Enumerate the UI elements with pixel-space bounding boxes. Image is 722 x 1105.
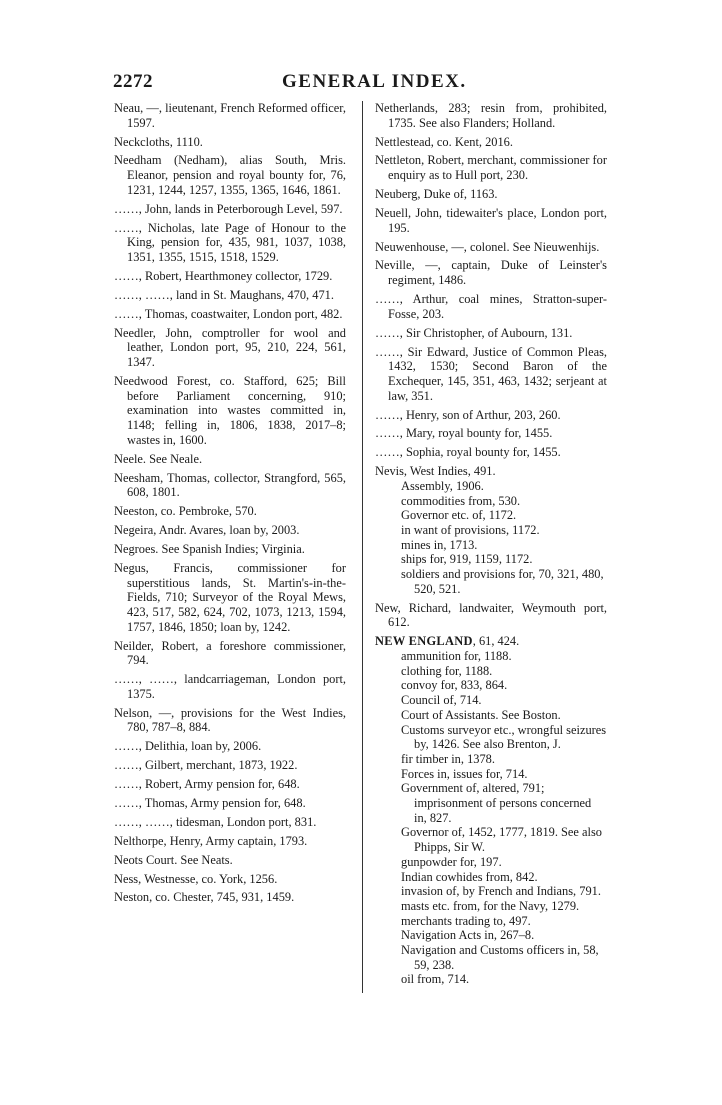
index-subentry: in want of provisions, 1172. bbox=[401, 523, 540, 538]
index-entry: Nettleton, Robert, merchant, commissioner for enquiry as to Hull port, 230. bbox=[375, 153, 607, 183]
index-entry: Needwood Forest, co. Stafford, 625; Bill before Parliament concerning, 910; examination into wastes committed in, 1148; felling in, 1806, 1838, 2017–8; wastes in, 1600. bbox=[114, 373, 346, 447]
new-england-heading-line bbox=[375, 634, 607, 649]
index-entry: Neele. See Neale. bbox=[114, 451, 203, 466]
index-subentry: gunpowder for, 197. bbox=[401, 854, 502, 869]
index-subentry: ships for, 919, 1159, 1172. bbox=[401, 552, 533, 567]
index-subentry: fir timber in, 1378. bbox=[401, 751, 495, 766]
index-entry: New, Richard, landwaiter, Weymouth port, 612. bbox=[375, 600, 607, 630]
index-entry: Neville, —, captain, Duke of Leinster's regiment, 1486. bbox=[375, 258, 607, 288]
index-entry: Needham (Nedham), alias South, Mris. Eleanor, pension and royal bounty for, 76, 1231, 1244, 1257, 1355, 1365, 1646, 1861. bbox=[114, 153, 346, 197]
index-subentry: Customs surveyor etc., wrongful seizures by, 1426. See also Brenton, J. bbox=[401, 722, 607, 752]
index-subentry: Court of Assistants. See Boston. bbox=[401, 707, 561, 722]
index-entry: Netherlands, 283; resin from, prohibited, 1735. See also Flanders; Holland. bbox=[375, 101, 607, 130]
index-subentry: mines in, 1713. bbox=[401, 537, 478, 552]
index-subentry: convoy for, 833, 864. bbox=[401, 678, 508, 693]
index-subentry: soldiers and provisions for, 70, 321, 480, 520, 521. bbox=[401, 567, 604, 596]
index-entry: Neots Court. See Neats. bbox=[114, 852, 233, 867]
index-entry: Neckcloths, 1110. bbox=[114, 134, 203, 149]
index-subentry: Assembly, 1906. bbox=[401, 478, 484, 493]
index-entry: ……, Thomas, coastwaiter, London port, 482. bbox=[114, 306, 343, 321]
index-entry: ……, ……, land in St. Maughans, 470, 471. bbox=[114, 287, 334, 302]
index-subentry: Council of, 714. bbox=[401, 693, 482, 708]
index-entry: Nettlestead, co. Kent, 2016. bbox=[375, 134, 513, 149]
index-entry: ……, Delithia, loan by, 2006. bbox=[114, 739, 262, 754]
index-subentry: Forces in, issues for, 714. bbox=[401, 766, 528, 781]
index-subentry: invasion of, by French and Indians, 791. bbox=[401, 884, 601, 899]
index-entry: Negroes. See Spanish Indies; Virginia. bbox=[114, 541, 305, 556]
index-subentry: oil from, 714. bbox=[401, 972, 470, 987]
index-subentry: Government of, altered, 791; imprisonment of persons concerned in, 827. bbox=[401, 781, 592, 825]
column-divider bbox=[362, 101, 363, 993]
page-number: 2272 bbox=[113, 71, 153, 92]
index-entry: ……, Robert, Army pension for, 648. bbox=[114, 777, 300, 792]
nevis-heading: Nevis, West Indies, 491. bbox=[375, 464, 496, 479]
index-entry: ……, Mary, royal bounty for, 1455. bbox=[375, 426, 553, 441]
index-entry: Neilder, Robert, a foreshore commissioner, 794. bbox=[114, 638, 346, 668]
index-entry: Ness, Westnesse, co. York, 1256. bbox=[114, 871, 278, 886]
index-subentry: merchants trading to, 497. bbox=[401, 913, 531, 928]
new-england-heading-refs: , 61, 424. bbox=[472, 634, 520, 649]
index-entry: ……, John, lands in Peterborough Level, 597. bbox=[114, 201, 343, 216]
index-subentry: Governor of, 1452, 1777, 1819. See also Phipps, Sir W. bbox=[401, 825, 602, 855]
index-entry: Neau, —, lieutenant, French Reformed officer, 1597. bbox=[114, 101, 346, 130]
nevis-entry bbox=[375, 464, 607, 596]
index-entry: ……, Sophia, royal bounty for, 1455. bbox=[375, 445, 561, 460]
index-entry: ……, Nicholas, late Page of Honour to the King, pension for, 435, 981, 1037, 1038, 1351, 1355, 1515, 1518, 1529. bbox=[114, 220, 346, 265]
index-subentry: Indian cowhides from, 842. bbox=[401, 869, 538, 884]
index-entry: ……, Henry, son of Arthur, 203, 260. bbox=[375, 407, 561, 422]
index-entry: Neeston, co. Pembroke, 570. bbox=[114, 504, 257, 519]
index-subentry: masts etc. from, for the Navy, 1279. bbox=[401, 898, 580, 913]
index-entry: ……, Robert, Hearthmoney collector, 1729. bbox=[114, 268, 333, 283]
index-subentry: Governor etc. of, 1172. bbox=[401, 508, 517, 523]
index-entry: ……, Arthur, coal mines, Stratton-super-Fosse, 203. bbox=[375, 292, 607, 321]
right-index-column bbox=[375, 101, 607, 991]
left-index-column bbox=[114, 101, 346, 909]
index-entry: Neston, co. Chester, 745, 931, 1459. bbox=[114, 890, 295, 905]
index-entry: Neuberg, Duke of, 1163. bbox=[375, 187, 498, 202]
index-entry: ……, Thomas, Army pension for, 648. bbox=[114, 795, 306, 810]
index-entry: ……, ……, tidesman, London port, 831. bbox=[114, 814, 317, 829]
index-entry: Neesham, Thomas, collector, Strangford, 565, 608, 1801. bbox=[114, 470, 346, 500]
index-subentry: Navigation and Customs officers in, 58, 59, 238. bbox=[401, 943, 599, 972]
index-entry: Negus, Francis, commissioner for superstitious lands, St. Martin's-in-the-Fields, 710; Surveyor of the Royal Mews, 423, 517, 582, 624, 702, 1073, 1213, 1594, 1757, 1846, 1850; loan by, 1242. bbox=[114, 560, 346, 634]
index-entry: ……, Sir Christopher, of Aubourn, 131. bbox=[375, 325, 573, 340]
index-entry: Neuwenhouse, —, colonel. See Nieuwenhijs. bbox=[375, 239, 600, 254]
index-entry: Nelthorpe, Henry, Army captain, 1793. bbox=[114, 833, 308, 848]
index-subentry: Navigation Acts in, 267–8. bbox=[401, 928, 535, 943]
index-entry: ……, Sir Edward, Justice of Common Pleas, 1432, 1530; Second Baron of the Exchequer, 145, 351, 463, 1432; serjeant at law, 351. bbox=[375, 344, 607, 403]
index-entry: Nelson, —, provisions for the West Indies, 780, 787–8, 884. bbox=[114, 705, 346, 735]
index-subentry: ammunition for, 1188. bbox=[401, 649, 512, 664]
new-england-entry bbox=[375, 634, 607, 987]
index-subentry: commodities from, 530. bbox=[401, 493, 521, 508]
index-entry: Needler, John, comptroller for wool and leather, London port, 95, 210, 224, 561, 1347. bbox=[114, 325, 346, 370]
index-entry: Neuell, John, tidewaiter's place, London port, 195. bbox=[375, 205, 607, 235]
index-subentry: clothing for, 1188. bbox=[401, 663, 493, 678]
index-entry: Negeira, Andr. Avares, loan by, 2003. bbox=[114, 523, 300, 538]
index-entry: ……, Gilbert, merchant, 1873, 1922. bbox=[114, 758, 298, 773]
index-entry: ……, ……, landcarriageman, London port, 1375. bbox=[114, 672, 346, 701]
page-title: GENERAL INDEX. bbox=[282, 71, 467, 92]
new-england-heading: NEW ENGLAND bbox=[375, 634, 473, 649]
